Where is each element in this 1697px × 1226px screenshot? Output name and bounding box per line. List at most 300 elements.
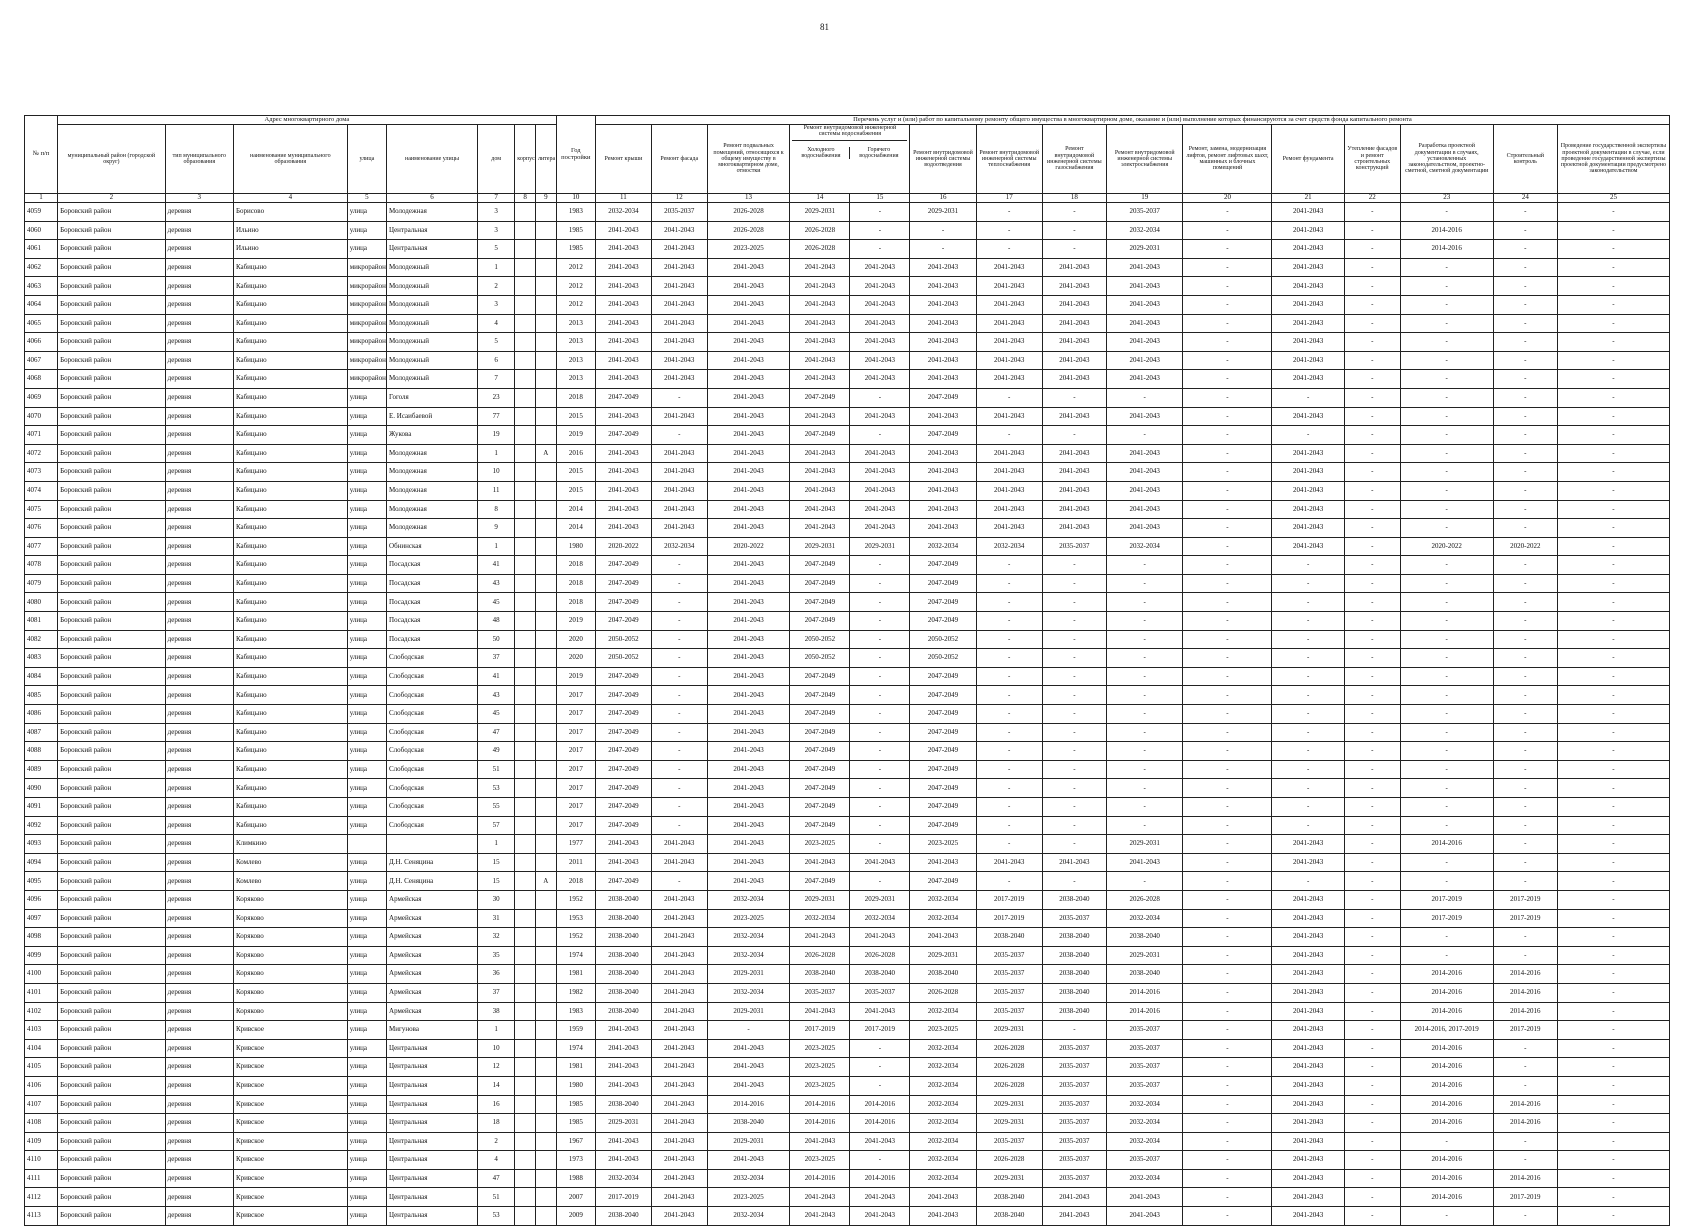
table-cell: - <box>1183 816 1272 835</box>
table-cell: - <box>1493 872 1557 891</box>
table-cell: - <box>651 593 707 612</box>
table-cell: 2041-2043 <box>651 1076 707 1095</box>
table-cell: Обнинская <box>387 537 478 556</box>
table-cell: 2041-2043 <box>910 277 976 296</box>
table-cell: Молодежный <box>387 333 478 352</box>
table-cell <box>515 463 536 482</box>
table-cell: деревня <box>165 630 233 649</box>
table-cell <box>535 816 556 835</box>
table-cell: 2041-2043 <box>651 1207 707 1226</box>
table-cell: 2047-2049 <box>595 593 651 612</box>
table-cell: Боровский район <box>58 333 166 352</box>
table-cell: улица <box>347 890 386 909</box>
table-cell: Слободская <box>387 649 478 668</box>
table-cell: 5 <box>478 240 515 259</box>
table-cell: Кривское <box>233 1095 347 1114</box>
table-cell: 2012 <box>556 258 595 277</box>
table-cell: 2041-2043 <box>1272 407 1344 426</box>
table-cell: - <box>1042 649 1106 668</box>
table-cell: 2041-2043 <box>910 1188 976 1207</box>
table-cell: 2047-2049 <box>910 426 976 445</box>
table-cell: 2032-2034 <box>910 1076 976 1095</box>
table-cell: 2041-2043 <box>651 314 707 333</box>
table-cell: 1 <box>478 537 515 556</box>
table-cell: 2014-2016 <box>1400 965 1493 984</box>
table-cell: 4086 <box>25 705 58 724</box>
table-cell: 1988 <box>556 1169 595 1188</box>
table-cell: - <box>651 705 707 724</box>
table-cell: 2038-2040 <box>595 890 651 909</box>
table-cell: Центральная <box>387 240 478 259</box>
table-cell: 2023-2025 <box>790 1151 850 1170</box>
table-cell <box>535 928 556 947</box>
column-number: 22 <box>1344 194 1400 203</box>
table-cell: - <box>1344 388 1400 407</box>
table-cell: - <box>1344 370 1400 389</box>
table-row <box>25 1076 1670 1095</box>
table-cell: Боровский район <box>58 630 166 649</box>
table-cell: 2026-2028 <box>976 1058 1042 1077</box>
table-cell <box>515 1132 536 1151</box>
table-cell: деревня <box>165 1188 233 1207</box>
table-cell: - <box>1106 723 1183 742</box>
table-cell: 2029-2031 <box>1106 946 1183 965</box>
table-cell: 2047-2049 <box>790 667 850 686</box>
table-cell <box>515 277 536 296</box>
table-row <box>25 444 1670 463</box>
table-cell: 2 <box>478 1132 515 1151</box>
table-cell: 2041-2043 <box>910 407 976 426</box>
table-cell: 2035-2037 <box>1106 1039 1183 1058</box>
table-cell: 23 <box>478 388 515 407</box>
table-cell: - <box>1042 798 1106 817</box>
table-cell: 2047-2049 <box>790 426 850 445</box>
table-cell: - <box>1344 649 1400 668</box>
table-cell: Боровский район <box>58 221 166 240</box>
table-cell: деревня <box>165 258 233 277</box>
table-cell: 2041-2043 <box>651 1021 707 1040</box>
table-cell: - <box>1106 798 1183 817</box>
table-cell: 2041-2043 <box>651 983 707 1002</box>
table-cell: 4096 <box>25 890 58 909</box>
table-cell: 1985 <box>556 1114 595 1133</box>
table-cell: 2041-2043 <box>790 928 850 947</box>
table-cell: Коряково <box>233 946 347 965</box>
table-cell: - <box>1183 946 1272 965</box>
table-cell <box>535 351 556 370</box>
table-cell <box>515 965 536 984</box>
table-cell: улица <box>347 556 386 575</box>
table-cell: - <box>1344 1002 1400 1021</box>
table-cell: - <box>1183 890 1272 909</box>
table-cell: - <box>1344 556 1400 575</box>
table-cell: 2041-2043 <box>910 463 976 482</box>
table-cell: 2041-2043 <box>1272 258 1344 277</box>
table-cell: 2041-2043 <box>1106 444 1183 463</box>
table-cell: - <box>1106 649 1183 668</box>
table-cell: 1981 <box>556 1058 595 1077</box>
table-cell: - <box>1183 593 1272 612</box>
table-cell: Коряково <box>233 983 347 1002</box>
table-cell: 2023-2025 <box>707 240 790 259</box>
table-row <box>25 481 1670 500</box>
table-cell: - <box>1183 203 1272 222</box>
works-group-header: Перечень услуг и (или) работ по капитальному ремонту общего имущества в многоквартирном доме, оказание и (или) выполнение которых финансируются за счет средств фонда капитального ремонта <box>595 116 1669 125</box>
table-cell: Боровский район <box>58 556 166 575</box>
table-cell: - <box>1344 593 1400 612</box>
table-cell: - <box>1557 240 1669 259</box>
table-cell: - <box>1400 481 1493 500</box>
table-cell: 2041-2043 <box>651 890 707 909</box>
table-cell: 1982 <box>556 983 595 1002</box>
table-cell: - <box>1493 946 1557 965</box>
table-cell <box>515 370 536 389</box>
table-cell: 2047-2049 <box>790 574 850 593</box>
table-cell: 2047-2049 <box>790 686 850 705</box>
table-cell: 2041-2043 <box>1106 277 1183 296</box>
table-cell: 2014-2016 <box>1400 221 1493 240</box>
table-cell: - <box>1557 779 1669 798</box>
table-cell: 2050-2052 <box>910 630 976 649</box>
table-cell: 2017 <box>556 686 595 705</box>
table-cell: 2041-2043 <box>707 705 790 724</box>
table-cell: 2041-2043 <box>1272 946 1344 965</box>
table-cell: улица <box>347 816 386 835</box>
table-cell: Молодежная <box>387 463 478 482</box>
table-cell: микрорайон <box>347 333 386 352</box>
table-cell: - <box>976 240 1042 259</box>
table-cell: - <box>1344 500 1400 519</box>
col-header-11: Ремонт крыши <box>595 125 651 194</box>
table-cell: 2041-2043 <box>707 481 790 500</box>
table-cell: 2035-2037 <box>1106 1058 1183 1077</box>
table-cell: - <box>1183 928 1272 947</box>
table-cell: 2041-2043 <box>595 333 651 352</box>
table-cell: - <box>1493 835 1557 854</box>
table-cell: 2041-2043 <box>707 723 790 742</box>
table-cell: - <box>1557 1151 1669 1170</box>
table-cell: 2041-2043 <box>790 1132 850 1151</box>
table-cell: 2041-2043 <box>651 853 707 872</box>
table-cell: 31 <box>478 909 515 928</box>
table-cell: улица <box>347 1207 386 1226</box>
table-cell <box>515 426 536 445</box>
table-row <box>25 351 1670 370</box>
table-cell: 2041-2043 <box>1106 463 1183 482</box>
table-cell: 2041-2043 <box>651 351 707 370</box>
column-number: 14 <box>790 194 850 203</box>
table-cell: - <box>1557 649 1669 668</box>
table-cell: - <box>1400 853 1493 872</box>
table-cell: - <box>1183 1039 1272 1058</box>
table-cell: 2041-2043 <box>1106 519 1183 538</box>
table-cell: микрорайон <box>347 314 386 333</box>
column-number: 2 <box>58 194 166 203</box>
table-cell <box>515 890 536 909</box>
table-cell: Молодежная <box>387 481 478 500</box>
table-cell: деревня <box>165 1151 233 1170</box>
table-cell: 2041-2043 <box>850 500 910 519</box>
table-cell: - <box>1557 742 1669 761</box>
table-cell: улица <box>347 649 386 668</box>
table-cell: Кабицыно <box>233 649 347 668</box>
table-cell: 43 <box>478 574 515 593</box>
table-cell: 2017 <box>556 760 595 779</box>
table-cell: Боровский район <box>58 314 166 333</box>
table-cell: 2015 <box>556 407 595 426</box>
table-cell: Боровский район <box>58 500 166 519</box>
table-cell: 2041-2043 <box>1272 500 1344 519</box>
column-number: 13 <box>707 194 790 203</box>
table-cell: 2032-2034 <box>1106 1114 1183 1133</box>
table-cell: 2041-2043 <box>707 1058 790 1077</box>
table-cell <box>535 295 556 314</box>
table-cell: - <box>651 574 707 593</box>
table-cell: 2038-2040 <box>976 928 1042 947</box>
table-cell <box>535 649 556 668</box>
table-cell: - <box>1183 983 1272 1002</box>
table-cell: 2041-2043 <box>1042 500 1106 519</box>
table-cell: 2041-2043 <box>790 277 850 296</box>
table-cell: 2041-2043 <box>595 519 651 538</box>
table-cell: 2047-2049 <box>910 593 976 612</box>
table-cell: - <box>1557 519 1669 538</box>
table-cell: 2017 <box>556 798 595 817</box>
table-cell: Слободская <box>387 723 478 742</box>
table-cell: - <box>1557 909 1669 928</box>
table-cell <box>535 463 556 482</box>
table-cell: 4104 <box>25 1039 58 1058</box>
table-cell: - <box>1557 426 1669 445</box>
table-cell: Боровский район <box>58 370 166 389</box>
table-cell: 2041-2043 <box>910 258 976 277</box>
table-cell: - <box>1344 351 1400 370</box>
table-cell: - <box>1557 1002 1669 1021</box>
table-cell: 12 <box>478 1058 515 1077</box>
table-cell: 2020-2022 <box>595 537 651 556</box>
table-cell: 2026-2028 <box>1106 890 1183 909</box>
table-cell: 2047-2049 <box>595 426 651 445</box>
table-cell: Боровский район <box>58 890 166 909</box>
table-cell: Боровский район <box>58 1021 166 1040</box>
table-cell <box>515 983 536 1002</box>
table-cell: 4077 <box>25 537 58 556</box>
table-cell <box>535 1058 556 1077</box>
table-cell: Боровский район <box>58 909 166 928</box>
table-cell: 2041-2043 <box>850 333 910 352</box>
table-cell <box>535 1002 556 1021</box>
table-cell <box>535 426 556 445</box>
table-cell: 2041-2043 <box>1272 1169 1344 1188</box>
table-cell: 2032-2034 <box>707 1207 790 1226</box>
table-cell: деревня <box>165 667 233 686</box>
table-cell: 2035-2037 <box>1106 1151 1183 1170</box>
table-cell: - <box>976 798 1042 817</box>
table-cell: 2014-2016 <box>1400 1076 1493 1095</box>
table-row <box>25 1039 1670 1058</box>
table-cell: деревня <box>165 481 233 500</box>
table-cell: улица <box>347 1095 386 1114</box>
table-cell: 4108 <box>25 1114 58 1133</box>
table-cell: 2041-2043 <box>790 1002 850 1021</box>
table-cell: 1953 <box>556 909 595 928</box>
table-cell: - <box>1106 742 1183 761</box>
table-cell: 2041-2043 <box>651 965 707 984</box>
table-row <box>25 890 1670 909</box>
table-cell: 2041-2043 <box>651 481 707 500</box>
table-cell: деревня <box>165 798 233 817</box>
table-cell: 4069 <box>25 388 58 407</box>
table-cell: 2029-2031 <box>790 890 850 909</box>
table-cell: - <box>1400 946 1493 965</box>
table-cell: - <box>976 556 1042 575</box>
table-cell: улица <box>347 463 386 482</box>
table-cell: - <box>1493 388 1557 407</box>
table-cell: 2035-2037 <box>1106 1076 1183 1095</box>
table-cell: улица <box>347 593 386 612</box>
table-cell: 2047-2049 <box>595 612 651 631</box>
table-cell: - <box>1344 760 1400 779</box>
table-cell: 2026-2028 <box>976 1039 1042 1058</box>
table-cell: 2047-2049 <box>910 574 976 593</box>
table-cell: 2041-2043 <box>1042 333 1106 352</box>
table-cell: 41 <box>478 667 515 686</box>
table-cell: - <box>1557 1058 1669 1077</box>
table-cell: - <box>976 221 1042 240</box>
table-cell: - <box>1400 593 1493 612</box>
table-cell: 2032-2034 <box>707 1169 790 1188</box>
table-cell: - <box>1400 388 1493 407</box>
table-cell: 2041-2043 <box>595 1021 651 1040</box>
table-cell: - <box>1557 1188 1669 1207</box>
table-cell: - <box>1400 295 1493 314</box>
table-cell: - <box>1493 667 1557 686</box>
table-cell: 1980 <box>556 1076 595 1095</box>
table-cell: - <box>1183 649 1272 668</box>
table-cell: - <box>1183 426 1272 445</box>
table-cell: - <box>1344 203 1400 222</box>
table-cell: 2041-2043 <box>707 258 790 277</box>
table-cell: - <box>1106 779 1183 798</box>
table-cell: - <box>1344 872 1400 891</box>
table-row <box>25 314 1670 333</box>
table-cell: 2041-2043 <box>595 853 651 872</box>
table-cell: 2041-2043 <box>707 1076 790 1095</box>
table-cell: Боровский район <box>58 1188 166 1207</box>
table-cell: 2041-2043 <box>1272 1095 1344 1114</box>
table-cell: 2041-2043 <box>707 277 790 296</box>
table-cell: 2041-2043 <box>595 1151 651 1170</box>
table-cell: улица <box>347 705 386 724</box>
table-cell: 4101 <box>25 983 58 1002</box>
table-cell: - <box>1183 705 1272 724</box>
table-cell: - <box>850 742 910 761</box>
table-cell: 2017-2019 <box>1493 909 1557 928</box>
table-cell: 4090 <box>25 779 58 798</box>
table-cell: 2017 <box>556 705 595 724</box>
table-cell: Кабицыно <box>233 351 347 370</box>
table-cell: - <box>1183 463 1272 482</box>
table-cell: - <box>1400 742 1493 761</box>
table-cell: - <box>1344 1132 1400 1151</box>
table-cell: 2014-2016 <box>850 1114 910 1133</box>
table-cell: улица <box>347 1076 386 1095</box>
table-row <box>25 426 1670 445</box>
table-cell: - <box>1493 742 1557 761</box>
table-cell: 2017 <box>556 779 595 798</box>
table-cell: Молодежный <box>387 258 478 277</box>
table-cell <box>515 798 536 817</box>
table-cell <box>535 686 556 705</box>
table-cell: 2035-2037 <box>790 983 850 1002</box>
table-cell: - <box>976 574 1042 593</box>
table-cell: 2041-2043 <box>976 407 1042 426</box>
table-cell: - <box>1272 574 1344 593</box>
table-cell: 2050-2052 <box>910 649 976 668</box>
table-cell: 2029-2031 <box>976 1021 1042 1040</box>
table-cell: Кабицыно <box>233 537 347 556</box>
table-cell: 2041-2043 <box>850 928 910 947</box>
table-cell: 2047-2049 <box>790 798 850 817</box>
table-cell: 2014-2016 <box>1493 1114 1557 1133</box>
table-cell: Кабицыно <box>233 612 347 631</box>
table-cell <box>535 1039 556 1058</box>
table-cell: 2011 <box>556 853 595 872</box>
table-cell: - <box>1493 333 1557 352</box>
table-cell: 1959 <box>556 1021 595 1040</box>
table-cell: - <box>976 742 1042 761</box>
table-cell: 2041-2043 <box>1106 258 1183 277</box>
table-cell: 2041-2043 <box>595 258 651 277</box>
table-cell: 4093 <box>25 835 58 854</box>
table-cell: 2041-2043 <box>707 351 790 370</box>
table-cell: 2041-2043 <box>707 1039 790 1058</box>
table-cell: 2047-2049 <box>790 816 850 835</box>
table-cell: 2035-2037 <box>976 965 1042 984</box>
table-cell: 2038-2040 <box>595 928 651 947</box>
table-cell: 2041-2043 <box>651 407 707 426</box>
table-row <box>25 686 1670 705</box>
table-cell: улица <box>347 388 386 407</box>
table-cell: 2032-2034 <box>910 1114 976 1133</box>
table-cell: 2023-2025 <box>790 1058 850 1077</box>
col-header-22: Утепление фасадов и ремонт строительных конструкций <box>1344 125 1400 194</box>
table-cell: 2041-2043 <box>595 221 651 240</box>
table-cell: 2041-2043 <box>595 240 651 259</box>
table-cell: Молодежный <box>387 314 478 333</box>
table-cell: - <box>1557 1021 1669 1040</box>
table-cell: 2038-2040 <box>790 965 850 984</box>
table-cell: 2013 <box>556 351 595 370</box>
table-cell: Кабицыно <box>233 798 347 817</box>
table-cell: 2017-2019 <box>1493 1188 1557 1207</box>
table-cell: - <box>1557 612 1669 631</box>
table-cell: 2019 <box>556 426 595 445</box>
column-number: 4 <box>233 194 347 203</box>
table-cell: 4059 <box>25 203 58 222</box>
table-cell: - <box>707 1021 790 1040</box>
table-cell: 2014-2016 <box>1493 1169 1557 1188</box>
col-header-16: Ремонт внутридомовой инженерной системы водоотведения <box>910 125 976 194</box>
table-cell: 2038-2040 <box>595 909 651 928</box>
table-cell: 2014-2016 <box>1106 1002 1183 1021</box>
table-cell: 2041-2043 <box>1272 1002 1344 1021</box>
table-cell: 2041-2043 <box>850 1132 910 1151</box>
table-cell: 2035-2037 <box>651 203 707 222</box>
table-cell: - <box>1042 816 1106 835</box>
table-cell: - <box>1344 240 1400 259</box>
table-cell: Боровский район <box>58 853 166 872</box>
